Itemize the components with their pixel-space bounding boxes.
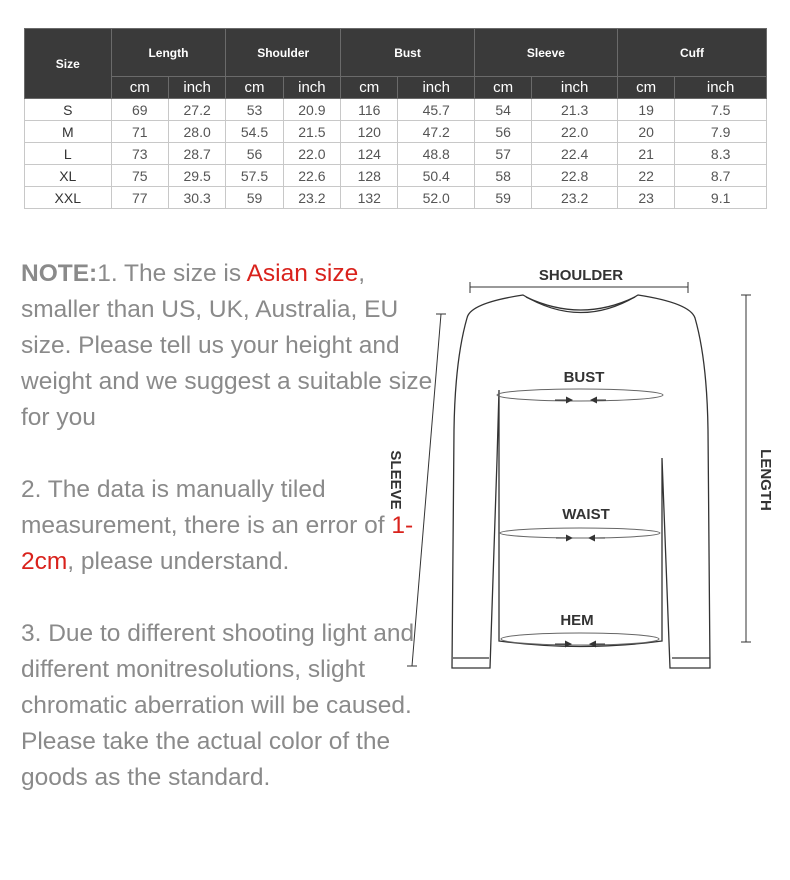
unit-header-cm: cm xyxy=(474,77,531,99)
unit-header-cm: cm xyxy=(617,77,674,99)
hem-label: HEM xyxy=(560,612,594,629)
size-chart-table xyxy=(24,28,767,209)
note-1-text-b: , smaller than US, UK, Australia, EU size. Please tell us your height and weight and we suggest a suitable size for you xyxy=(21,260,433,431)
measurement-cell: 75 xyxy=(111,165,168,187)
measurement-cell: 8.7 xyxy=(675,165,767,187)
group-header-length: Length xyxy=(111,29,226,77)
bust-label: BUST xyxy=(563,369,605,386)
measurement-cell: 132 xyxy=(341,187,398,209)
group-header-cuff: Cuff xyxy=(617,29,766,77)
group-header-shoulder: Shoulder xyxy=(226,29,341,77)
measurement-cell: 21.3 xyxy=(532,99,618,121)
measurement-cell: 56 xyxy=(474,121,531,143)
shoulder-label: SHOULDER xyxy=(538,267,624,284)
measurement-cell: 57 xyxy=(474,143,531,165)
measurement-cell: 7.9 xyxy=(675,121,767,143)
measurement-cell: 23.2 xyxy=(283,187,340,209)
measurement-cell: 23.2 xyxy=(532,187,618,209)
measurement-cell: 50.4 xyxy=(398,165,475,187)
shirt-measurement-diagram xyxy=(385,260,785,680)
unit-header-cm: cm xyxy=(111,77,168,99)
unit-header-inch: inch xyxy=(283,77,340,99)
length-dimension-line xyxy=(741,295,751,642)
measurement-cell: 22.0 xyxy=(283,143,340,165)
measurement-cell: 128 xyxy=(341,165,398,187)
waist-label: WAIST xyxy=(562,506,610,523)
unit-header-inch: inch xyxy=(168,77,225,99)
length-label: LENGTH xyxy=(757,449,774,511)
unit-header-cm: cm xyxy=(341,77,398,99)
note-1-text-a: 1. The size is xyxy=(97,260,247,287)
measurement-cell: 48.8 xyxy=(398,143,475,165)
measurement-cell: 116 xyxy=(341,99,398,121)
note-1 xyxy=(21,256,441,436)
size-cell: XXL xyxy=(25,187,112,209)
measurement-cell: 57.5 xyxy=(226,165,283,187)
measurement-cell: 20.9 xyxy=(283,99,340,121)
note-label: NOTE: xyxy=(21,260,98,287)
measurement-cell: 21 xyxy=(617,143,674,165)
measurement-cell: 9.1 xyxy=(675,187,767,209)
unit-header-cm: cm xyxy=(226,77,283,99)
measurement-cell: 73 xyxy=(111,143,168,165)
measurement-cell: 22.8 xyxy=(532,165,618,187)
measurement-cell: 69 xyxy=(111,99,168,121)
notes-block xyxy=(21,256,441,832)
measurement-cell: 22.4 xyxy=(532,143,618,165)
measurement-cell: 21.5 xyxy=(283,121,340,143)
measurement-cell: 28.0 xyxy=(168,121,225,143)
table-row xyxy=(25,143,767,165)
measurement-cell: 71 xyxy=(111,121,168,143)
group-header-bust: Bust xyxy=(341,29,475,77)
measurement-cell: 59 xyxy=(474,187,531,209)
table-row xyxy=(25,121,767,143)
measurement-cell: 30.3 xyxy=(168,187,225,209)
table-row xyxy=(25,165,767,187)
note-3: 3. Due to different shooting light and different monitresolutions, slight chromatic aberration will be caused. Please take the actual color of the goods as the standard. xyxy=(21,620,415,791)
note-2-highlight: 1-2cm xyxy=(21,512,414,575)
hem-measure-line xyxy=(501,633,659,645)
measurement-cell: 56 xyxy=(226,143,283,165)
measurement-cell: 47.2 xyxy=(398,121,475,143)
measurement-cell: 22 xyxy=(617,165,674,187)
note-2-text-a: 2. The data is manually tiled measurement, there is an error of xyxy=(21,476,392,539)
size-cell: XL xyxy=(25,165,112,187)
measurement-cell: 19 xyxy=(617,99,674,121)
sleeve-dimension-line xyxy=(407,314,446,666)
group-header-sleeve: Sleeve xyxy=(474,29,617,77)
measurement-cell: 58 xyxy=(474,165,531,187)
measurement-cell: 29.5 xyxy=(168,165,225,187)
table-row xyxy=(25,99,767,121)
measurement-cell: 22.0 xyxy=(532,121,618,143)
measurement-cell: 8.3 xyxy=(675,143,767,165)
measurement-cell: 54 xyxy=(474,99,531,121)
size-cell: S xyxy=(25,99,112,121)
note-2 xyxy=(21,472,441,580)
measurement-cell: 53 xyxy=(226,99,283,121)
note-1-highlight: Asian size xyxy=(246,260,359,287)
measurement-cell: 23 xyxy=(617,187,674,209)
measurement-cell: 54.5 xyxy=(226,121,283,143)
measurement-cell: 20 xyxy=(617,121,674,143)
size-cell: M xyxy=(25,121,112,143)
measurement-cell: 45.7 xyxy=(398,99,475,121)
waist-measure-line xyxy=(500,528,660,538)
measurement-cell: 27.2 xyxy=(168,99,225,121)
measurement-cell: 22.6 xyxy=(283,165,340,187)
measurement-cell: 28.7 xyxy=(168,143,225,165)
measurement-cell: 7.5 xyxy=(675,99,767,121)
unit-header-inch: inch xyxy=(398,77,475,99)
measurement-cell: 59 xyxy=(226,187,283,209)
measurement-cell: 120 xyxy=(341,121,398,143)
unit-header-inch: inch xyxy=(675,77,767,99)
sleeve-label: SLEEVE xyxy=(387,450,404,510)
bust-measure-line xyxy=(497,389,663,401)
measurement-cell: 52.0 xyxy=(398,187,475,209)
measurement-cell: 77 xyxy=(111,187,168,209)
table-row xyxy=(25,187,767,209)
measurement-cell: 124 xyxy=(341,143,398,165)
size-cell: L xyxy=(25,143,112,165)
size-header: Size xyxy=(25,29,112,99)
note-2-text-b: , please understand. xyxy=(67,548,290,575)
unit-header-inch: inch xyxy=(532,77,618,99)
